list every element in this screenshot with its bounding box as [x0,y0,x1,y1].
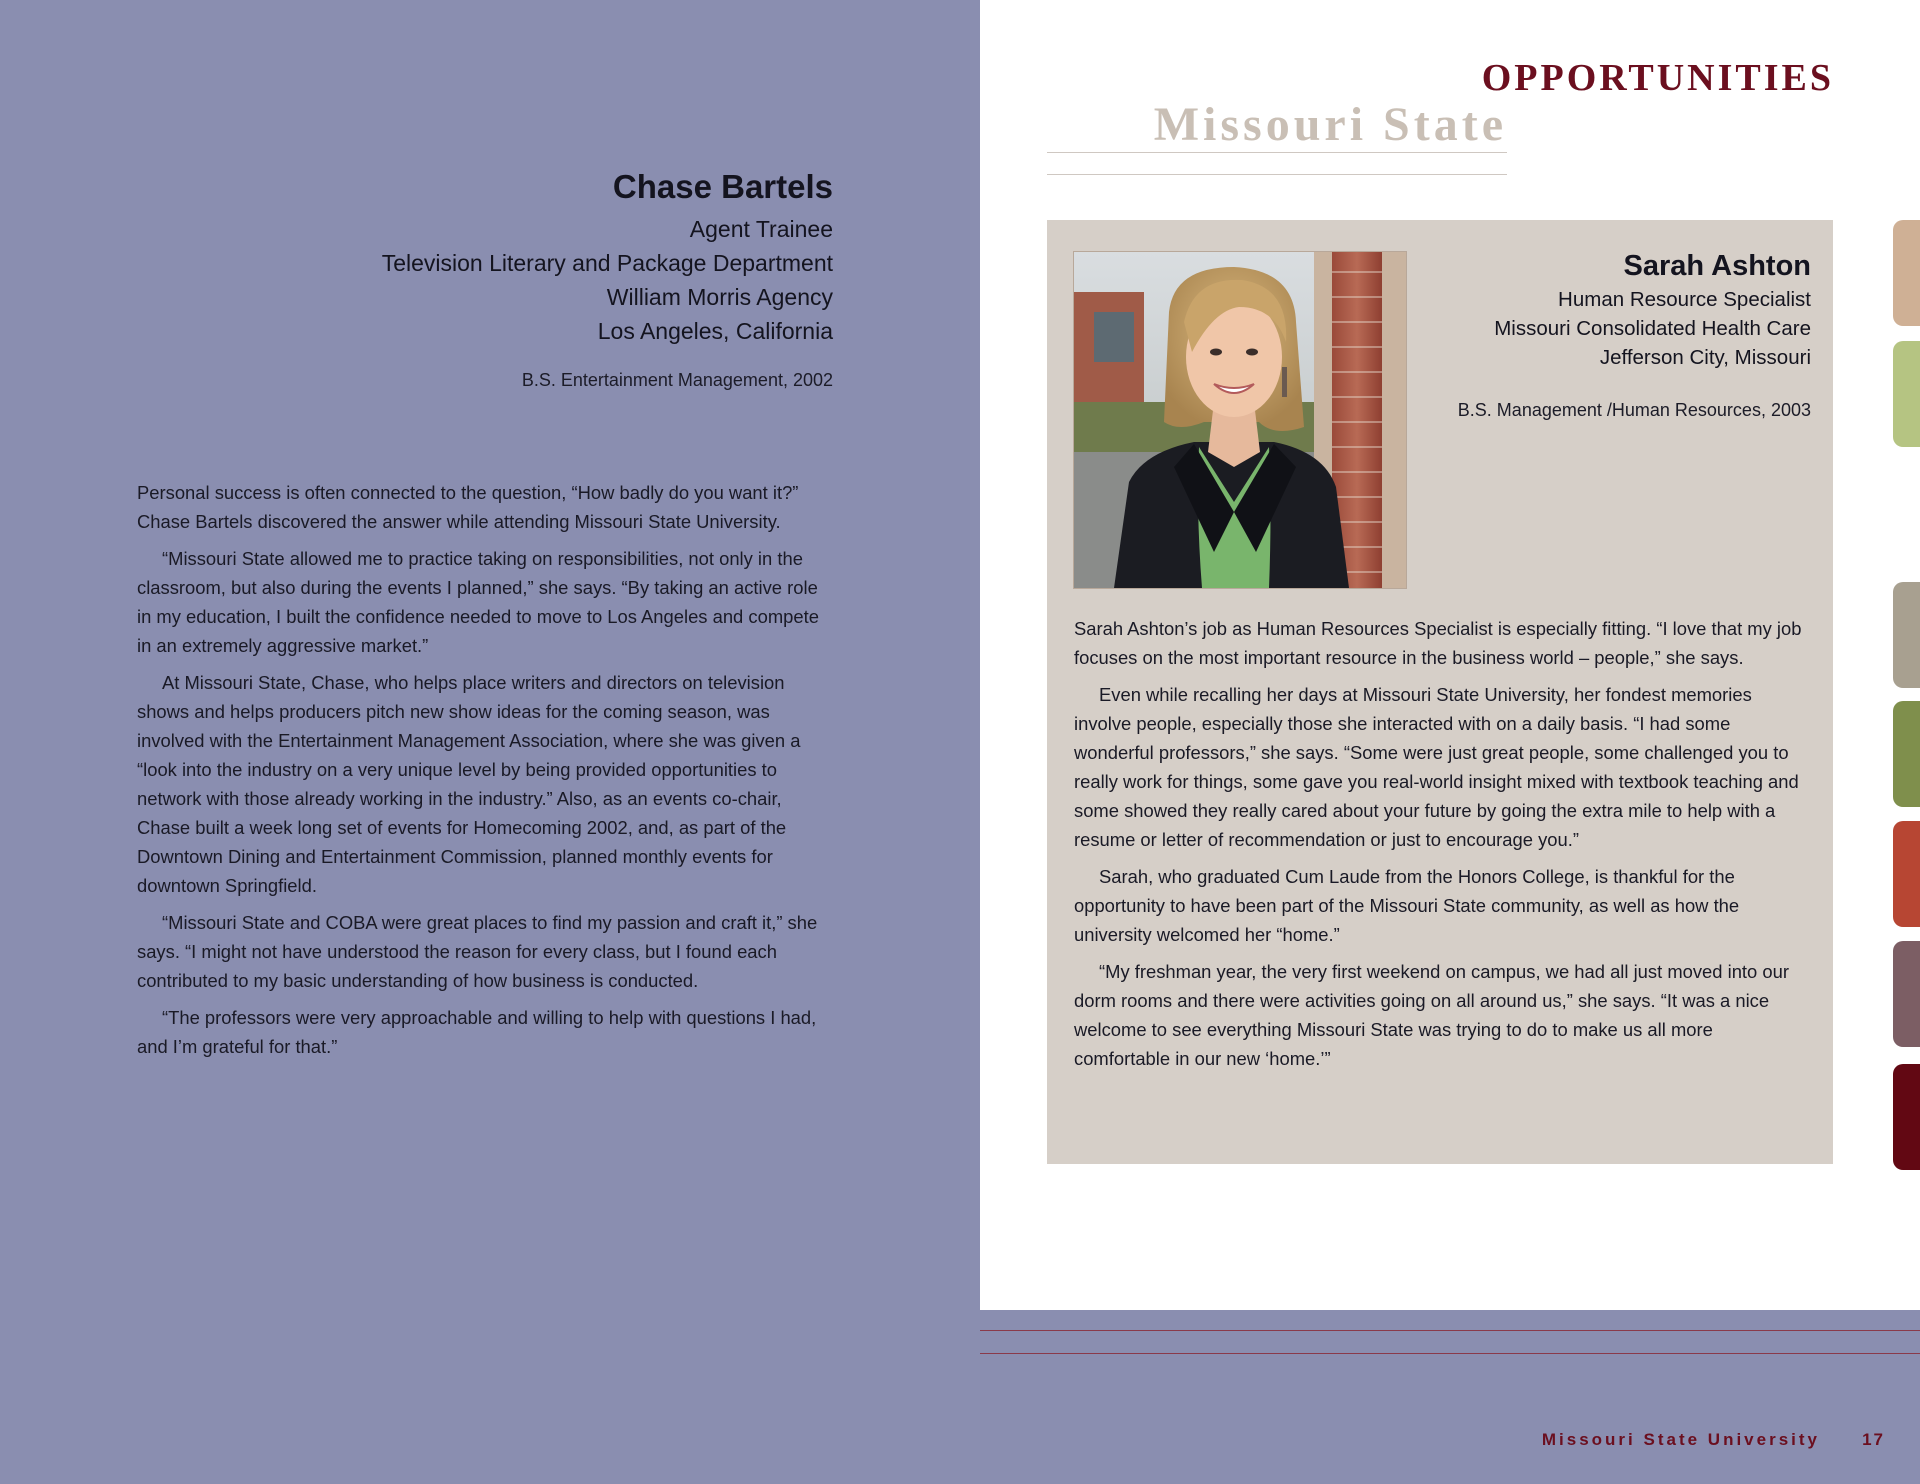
section-title: OPPORTUNITIES [1481,57,1834,99]
right-title-line: Missouri Consolidated Health Care [1494,317,1811,340]
section-tab[interactable] [1893,1064,1920,1170]
page-number: 17 [1862,1430,1885,1449]
left-profile-name: Chase Bartels [612,168,833,205]
body-paragraph: Sarah, who graduated Cum Laude from the Honors College, is thankful for the opportunity to have been part of the Missouri State community, as well as how the university welcomed her “home.” [1074,866,1740,945]
section-tab[interactable] [1893,582,1920,688]
left-profile-body [137,478,837,1069]
header-rule [1047,152,1507,153]
body-paragraph: Sarah Ashton’s job as Human Resources Specialist is especially fitting. “I love that my job focuses on the most important resource in the business world – people,” she says. [1074,618,1802,668]
missouri-state-wordmark: Missouri State [1153,98,1507,151]
section-tab[interactable] [1893,701,1920,807]
left-title-line: Agent Trainee [689,216,833,242]
right-profile-body [1074,614,1814,1081]
left-title-line: Television Literary and Package Department [381,250,833,276]
right-profile-name: Sarah Ashton [1623,250,1811,282]
body-paragraph: “Missouri State and COBA were great places to find my passion and craft it,” she says. “I might not have understood the reason for every class, but I found each contributed to my basic understanding of how business is conducted. [137,912,818,991]
body-paragraph: “Missouri State allowed me to practice taking on responsibilities, not only in the classroom, but also during the events I planned,” she says. “By taking an active role in my education, I built the confidence needed to move to Los Angeles and compete in an extremely aggressive market.” [137,548,819,656]
bottom-band [980,1310,1920,1484]
left-title-line: William Morris Agency [606,284,833,310]
section-tab[interactable] [1893,341,1920,447]
body-paragraph: Personal success is often connected to the question, “How badly do you want it?” Chase Bartels discovered the answer while attending Missouri State University. [137,482,799,532]
body-paragraph: At Missouri State, Chase, who helps place writers and directors on television shows and helps producers pitch new show ideas for the coming season, was involved with the Entertainment Management Association, where she was given a “look into the industry on a very unique level by being provided opportunities to network with those already working in the industry.” Also, as an events co-chair, Chase built a week long set of events for Homecoming 2002, and, as part of the Downtown Dining and Entertainment Commission, planned monthly events for downtown Springfield. [137,672,801,896]
right-profile-titles [1400,285,1811,372]
band-rule-bottom [980,1353,1920,1354]
section-tab[interactable] [1893,220,1920,326]
left-profile-titles [200,212,833,348]
footer-university: Missouri State University [1541,1430,1820,1449]
left-title-line: Los Angeles, California [597,318,833,344]
header-rule [1047,174,1507,175]
sarah-ashton-photo [1074,252,1406,588]
left-profile-degree: B.S. Entertainment Management, 2002 [521,370,833,390]
body-paragraph: “My freshman year, the very first weekend on campus, we had all just moved into our dorm rooms and there were activities going on all around us,” she says. “It was a nice welcome to see everything Missouri State was trying to do to make us all more comfortable in our new ‘home.’” [1074,961,1789,1069]
right-profile-degree: B.S. Management /Human Resources, 2003 [1457,400,1811,420]
body-paragraph: “The professors were very approachable and willing to help with questions I had, and I’m grateful for that.” [137,1007,817,1057]
body-paragraph: Even while recalling her days at Missouri State University, her fondest memories involve people, especially those she interacted with on a daily basis. “I had some wonderful professors,” she says. “Some were just great people, some challenged you to really work for things, some gave you real-world insight mixed with textbook teaching and some showed they really cared about your future by going the extra mile to help with a resume or letter of recommendation or just to encourage you.” [1074,684,1799,850]
right-title-line: Human Resource Specialist [1558,288,1811,311]
band-rule-top [980,1330,1920,1331]
section-tab[interactable] [1893,821,1920,927]
section-tab[interactable] [1893,941,1920,1047]
right-title-line: Jefferson City, Missouri [1599,346,1811,369]
